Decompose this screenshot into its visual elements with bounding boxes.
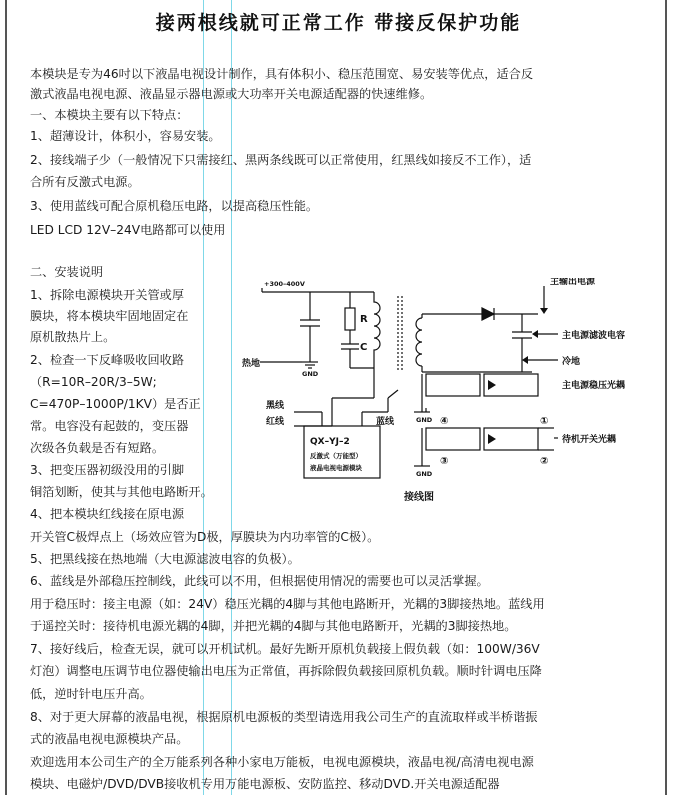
- install-line: 7、接好线后，检查无误，就可以开机试机。最好先断开原机负载接上假负载（如：100W/36V: [30, 642, 540, 656]
- install-line: 原机散热片上。: [30, 330, 116, 344]
- install-line: 4、把本模块红线接在原电源: [30, 507, 185, 521]
- install-line: C=470P–1000P/1KV）是否正: [30, 397, 201, 411]
- feature-item: 3、使用蓝线可配合原机稳压电路，以提高稳压性能。: [30, 199, 319, 213]
- main-output-label: 主输出电源: [550, 278, 596, 287]
- resistor-label: R: [360, 314, 368, 325]
- gnd-label: GND: [416, 416, 433, 424]
- feature-item: 合所有反激式电源。: [30, 175, 140, 189]
- install-line: 膜块，将本模块牢固地固定在: [30, 309, 189, 323]
- install-line: 3、把变压器初级没用的引脚: [30, 463, 185, 477]
- install-line: 8、对于更大屏幕的液晶电视，根据原机电源板的类型请选用我公司生产的直流取样或半桥谐振: [30, 710, 538, 724]
- module-subtitle: 反激式（万能型）: [310, 452, 362, 460]
- feature-item: 1、超薄设计，体积小，容易安装。: [30, 129, 221, 143]
- intro-line: 激式液晶电视电源、液晶显示器电源或大功率开关电源适配器的快速维修。: [30, 87, 433, 101]
- install-line: 5、把黑线接在热地端（大电源滤波电容的负极）。: [30, 552, 300, 566]
- install-line: 于遥控关时：接待机电源光耦的4脚，并把光耦的4脚与其他电路断开，光耦的3脚接热地。: [30, 619, 517, 633]
- main-filter-cap-label: 主电源滤波电容: [562, 331, 626, 341]
- page-title: 接两根线就可正常工作 带接反保护功能: [155, 12, 522, 34]
- main-optocoupler-label: 主电源稳压光耦: [562, 381, 626, 391]
- install-line: （R=10R–20R/3–5W;: [30, 375, 157, 389]
- install-heading: 二、安装说明: [30, 265, 104, 279]
- module-subtitle: 液晶电视电源模块: [310, 464, 362, 472]
- diagram-caption: 接线图: [404, 492, 434, 503]
- wiring-diagram: [238, 278, 658, 510]
- install-line: 欢迎选用本公司生产的全万能系列各种小家电万能板，电视电源模块，液晶电视/高清电视电源: [30, 755, 534, 769]
- module-name: QX–YJ–2: [310, 437, 350, 447]
- intro-line: 本模块是专为46吋以下液晶电视设计制作，具有体积小、稳压范围宽、易安装等优点，适合反: [30, 67, 534, 81]
- install-line: 模块、电磁炉/DVD/DVB接收机专用万能电源板、安防监控、移动DVD.开关电源适配器: [30, 777, 500, 791]
- red-wire-label: 红线: [266, 417, 285, 427]
- install-line: 次级各负载是否有短路。: [30, 441, 165, 455]
- gnd-label: GND: [416, 470, 433, 478]
- feature-item: LED LCD 12V–24V电路都可以使用: [30, 223, 226, 237]
- gnd-label: GND: [302, 370, 319, 378]
- blue-wire-label: 蓝线: [376, 417, 395, 427]
- install-line: 6、蓝线是外部稳压控制线，此线可以不用，但根据使用情况的需要也可以灵活掌握。: [30, 574, 489, 588]
- pin-4-label: ④: [440, 416, 449, 427]
- standby-optocoupler-label: 待机开关光耦: [562, 435, 617, 445]
- install-line: 1、拆除电源模块开关管或厚: [30, 288, 185, 302]
- black-wire-label: 黑线: [266, 401, 285, 411]
- install-line: 式的液晶电视电源模块产品。: [30, 732, 189, 746]
- pin-1-label: ①: [540, 416, 549, 427]
- feature-item: 2、接线端子少（一般情况下只需接红、黑两条线既可以正常使用，红黑线如接反不工作），适: [30, 153, 532, 167]
- install-line: 常。电容没有起鼓的，变压器: [30, 419, 189, 433]
- install-line: 低，逆时针电压升高。: [30, 687, 152, 701]
- pin-2-label: ②: [540, 456, 549, 467]
- install-line: 开关管C极焊点上（场效应管为D极，厚膜块为内功率管的C极）。: [30, 530, 380, 544]
- install-line: 用于稳压时：接主电源（如：24V）稳压光耦的4脚与其他电路断开，光耦的3脚接热地。蓝线用: [30, 597, 545, 611]
- install-line: 灯泡）调整电压调节电位器使输出电压为正常值，再拆除假负载接回原机负载。顺时针调电压降: [30, 664, 542, 678]
- pin-3-label: ③: [440, 456, 449, 467]
- voltage-label: +300–400V: [264, 280, 305, 288]
- install-line: 2、检查一下反峰吸收回收路: [30, 353, 185, 367]
- cold-ground-label: 冷地: [562, 357, 581, 367]
- features-heading: 一、本模块主要有以下特点：: [30, 108, 189, 122]
- hot-ground-label: 热地: [242, 359, 261, 369]
- install-line: 铜箔划断，使其与其他电路断开。: [30, 485, 213, 499]
- capacitor-label: C: [360, 342, 368, 353]
